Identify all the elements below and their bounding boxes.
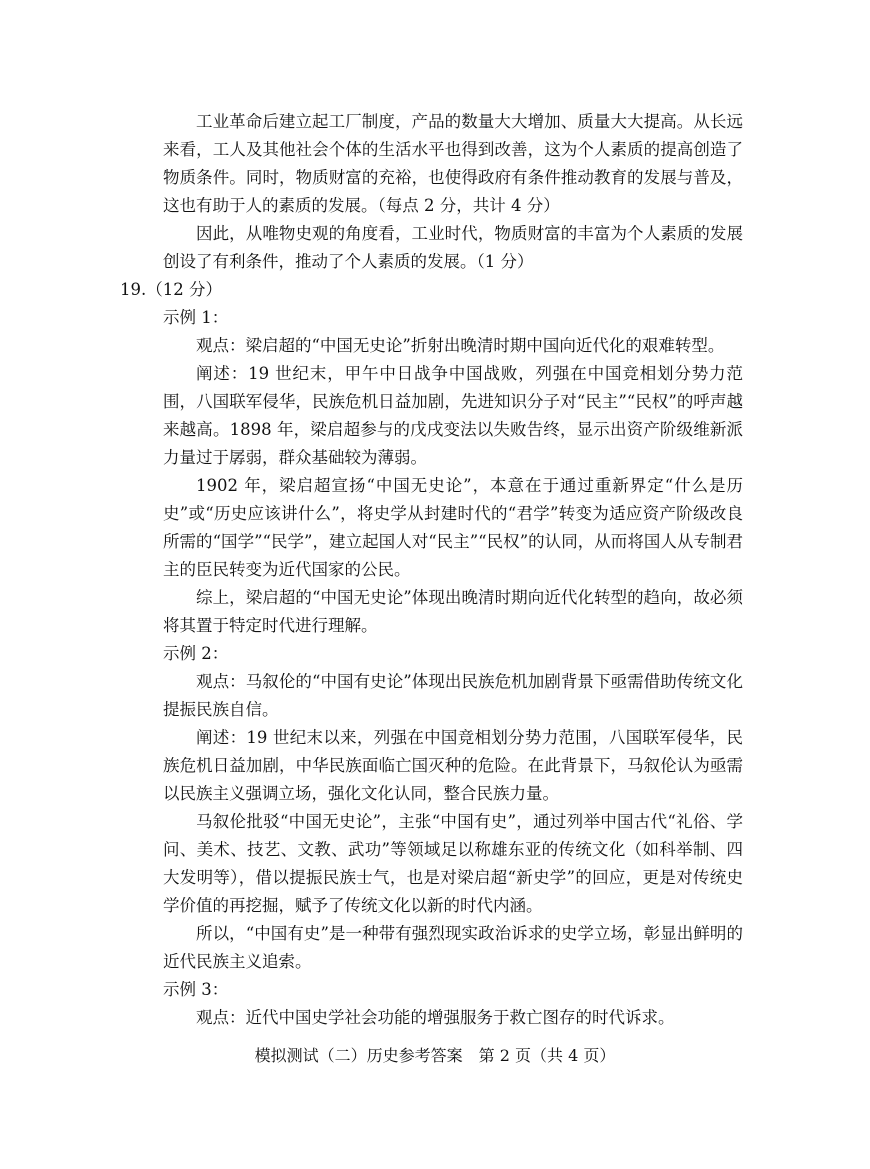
example-2-viewpoint: 观点：马叙伦的“中国有史论”体现出民族危机加剧背景下亟需借助传统文化提振民族自信。 [163,672,743,719]
example-2-elaboration-1: 阐述：19 世纪末以来，列强在中国竞相划分势力范围，八国联军侵华，民族危机日益加剧，中华民族面临亡国灭种的危险。在此背景下，马叙伦认为亟需以民族主义强调立场，强化文化认同，整合民族力量。 [163,728,743,803]
question-19-number: 19.（12 分） [120,280,222,299]
example-1-viewpoint: 观点：梁启超的“中国无史论”折射出晚清时期中国向近代化的艰难转型。 [196,336,725,355]
example-3-label: 示例 3： [163,980,229,999]
example-2-conclusion: 所以，“中国有史”是一种带有强烈现实政治诉求的史学立场，彰显出鲜明的近代民族主义追索。 [163,924,743,971]
paragraph-conclusion-materialism: 因此，从唯物史观的角度看，工业时代，物质财富的丰富为个人素质的发展创设了有利条件，推动了个人素质的发展。（1 分） [163,224,743,271]
page-body [120,108,743,1032]
example-1-elaboration-2: 1902 年，梁启超宣扬“中国无史论”，本意在于通过重新界定“什么是历史”或“历史应该讲什么”，将史学从封建时代的“君学”转变为适应资产阶级改良所需的“国学”“民学”，建立起国人对“民主”“民权”的认同，从而将国人从专制君主的臣民转变为近代国家的公民。 [163,476,743,579]
example-1-conclusion: 综上，梁启超的“中国无史论”体现出晚清时期向近代化转型的趋向，故必须将其置于特定时代进行理解。 [163,588,743,635]
paragraph-industrial-revolution: 工业革命后建立起工厂制度，产品的数量大大增加、质量大大提高。从长远来看，工人及其他社会个体的生活水平也得到改善，这为个人素质的提高创造了物质条件。同时，物质财富的充裕，也使得政府有条件推动教育的发展与普及，这也有助于人的素质的发展。（每点 2 分，共计 4 分） [163,112,743,215]
example-1-elaboration-1: 阐述：19 世纪末，甲午中日战争中国战败，列强在中国竞相划分势力范围，八国联军侵华，民族危机日益加剧，先进知识分子对“民主”“民权”的呼声越来越高。1898 年，梁启超参与的戊戌变法以失败告终，显示出资产阶级维新派力量过于孱弱，群众基础较为薄弱。 [163,364,743,467]
page-footer: 模拟测试（二）历史参考答案 第 2 页（共 4 页） [254,1046,616,1065]
example-2-elaboration-2: 马叙伦批驳“中国无史论”，主张“中国有史”，通过列举中国古代“礼俗、学问、美术、技艺、文教、武功”等领域足以称雄东亚的传统文化（如科举制、四大发明等），借以提振民族士气，也是对梁启超“新史学”的回应，更是对传统史学价值的再挖掘，赋予了传统文化以新的时代内涵。 [163,812,743,915]
example-1-label: 示例 1： [163,308,229,327]
example-3-viewpoint: 观点：近代中国史学社会功能的增强服务于救亡图存的时代诉求。 [196,1008,675,1027]
example-2-label: 示例 2： [163,644,229,663]
